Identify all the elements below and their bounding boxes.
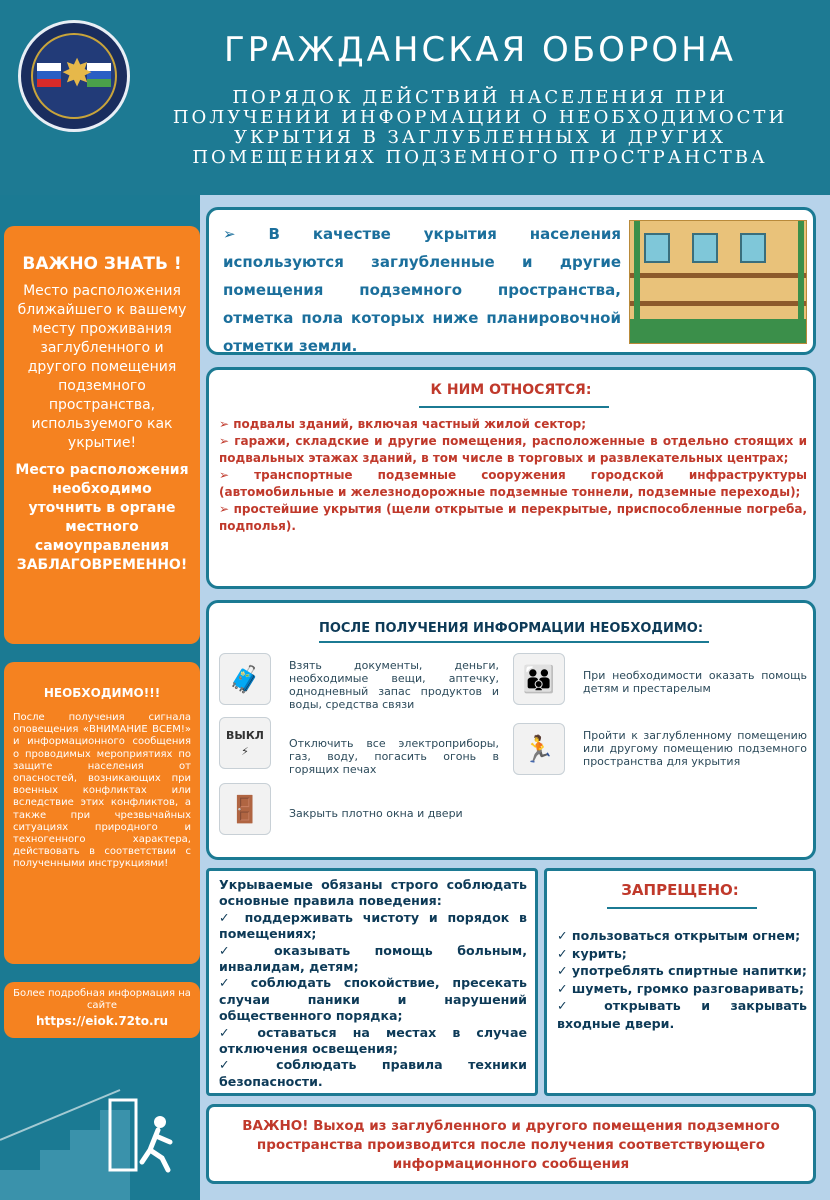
- list-item: ➢ гаражи, складские и другие помещения, расположенные в отдельно стоящих и подвальных этажах зданий, в том числе в торговых и развлекательных центрах;: [219, 434, 807, 465]
- shelter-illustration: [629, 220, 807, 344]
- rules-line: ✓ соблюдать спокойствие, пресекать случаи паники и нарушений общественного порядка;: [219, 975, 527, 1024]
- star-icon: ✸: [61, 51, 93, 95]
- action-text: Отключить все электроприборы, газ, воду, погасить огонь в горящих печах: [289, 737, 499, 776]
- necessary-heading: НЕОБХОДИМО!!!: [43, 686, 161, 700]
- rules-line: ✓ поддерживать чистоту и порядок в помещениях;: [219, 909, 527, 942]
- necessary-box: [4, 662, 200, 964]
- intro-card: [206, 207, 816, 355]
- important-exit-card: [206, 1104, 816, 1184]
- forbid-list: [557, 927, 807, 1032]
- list-item: ✓ открывать и закрывать входные двери.: [557, 998, 807, 1031]
- forbid-card: [544, 868, 816, 1096]
- rules-line: ✓ оказывать помощь больным, инвалидам, детям;: [219, 942, 527, 975]
- rules-line: Укрываемые обязаны строго соблюдать основные правила поведения:: [219, 877, 527, 909]
- subtitle-line: УКРЫТИЯ В ЗАГЛУБЛЕННЫХ И ДРУГИХ: [233, 127, 727, 148]
- list-item: ✓ шуметь, громко разговаривать;: [557, 980, 805, 996]
- page-subtitle: [150, 88, 810, 168]
- divider: [607, 907, 757, 909]
- action-text: Пройти к заглубленному помещению или другому помещению подземного пространства для укрытия: [583, 729, 807, 768]
- subtitle-line: ПОЛУЧЕНИИ ИНФОРМАЦИИ О НЕОБХОДИМОСТИ: [172, 107, 788, 128]
- go-to-shelter-icon: 🏃: [513, 723, 565, 775]
- important-box: [4, 226, 200, 644]
- divider: [319, 641, 709, 643]
- exit-stairs-icon: [0, 1070, 200, 1200]
- power-off-icon: [219, 717, 271, 769]
- forbid-title: ЗАПРЕЩЕНО:: [621, 881, 739, 899]
- important-exit-text: ВАЖНО! Выход из заглубленного и другого помещения подземного пространства производится после получения соответствующего информационного сообщения: [242, 1118, 780, 1172]
- relate-card: [206, 367, 816, 589]
- action-text: При необходимости оказать помощь детям и престарелым: [583, 669, 807, 695]
- list-item: ➢ транспортные подземные сооружения городской инфраструктуры (автомобильные и железнодорожные подземные тоннели, подземные переходы);: [219, 468, 807, 499]
- relate-list: [219, 416, 807, 535]
- help-elderly-icon: 👪: [513, 653, 565, 705]
- mchs-emblem-icon: [18, 20, 130, 132]
- important-text: Место расположения ближайшего к вашему месту проживания заглубленного и другого помещения подземного пространства, используемого как укрытие!: [17, 283, 187, 451]
- divider: [419, 406, 609, 408]
- action-text: Закрыть плотно окна и двери: [289, 807, 463, 820]
- after-card: [206, 600, 816, 860]
- info-text: Более подробная информация на сайте: [13, 988, 191, 1011]
- list-item: ➢ простейшие укрытия (щели открытые и перекрытые, приспособленные погреба, подполья).: [219, 502, 807, 533]
- rules-text: [219, 877, 527, 1090]
- intro-text: ➢ В качестве укрытия населения используются заглубленные и другие помещения подземного пространства, отметка пола которых ниже планировочной отметки земли.: [223, 225, 621, 355]
- page-title: ГРАЖДАНСКАЯ ОБОРОНА: [223, 30, 736, 70]
- important-bold-text: Место расположения необходимо уточнить в органе местного самоуправления ЗАБЛАГОВРЕМЕННО!: [15, 462, 189, 573]
- subtitle-line: ПОРЯДОК ДЕЙСТВИЙ НАСЕЛЕНИЯ ПРИ: [232, 87, 728, 108]
- info-box: [4, 982, 200, 1038]
- switch-label: ВЫКЛ: [226, 729, 264, 742]
- documents-icon: 🧳: [219, 653, 271, 705]
- header: [0, 0, 830, 195]
- list-item: ➢ подвалы зданий, включая частный жилой сектор;: [219, 417, 587, 431]
- subtitle-line: ПОМЕЩЕНИЯХ ПОДЗЕМНОГО ПРОСТРАНСТВА: [192, 147, 768, 168]
- list-item: ✓ курить;: [557, 945, 627, 961]
- window-door-icon: 🚪: [219, 783, 271, 835]
- necessary-text: После получения сигнала оповещения «ВНИМАНИЕ ВСЕМ!» и информационного сообщения о проводимых мероприятиях по защите населения от опасностей, возникающих при военных конфликтах или вследствие этих конфликтов, а также при чрезвычайных ситуациях природного и техногенного характера, действовать в соответствии с полученными инструкциями!: [13, 712, 191, 870]
- important-heading: ВАЖНО ЗНАТЬ !: [22, 254, 182, 274]
- plug-icon: ⚡: [241, 745, 249, 758]
- rules-line: ✓ оставаться на местах в случае отключения освещения;: [219, 1024, 527, 1057]
- site-link[interactable]: https://eiok.72to.ru: [35, 1014, 169, 1028]
- rules-line: ✓ соблюдать правила техники безопасности.: [219, 1057, 527, 1089]
- action-text: Взять документы, деньги, необходимые вещи, аптечку, однодневный запас продуктов и воды, средства связи: [289, 659, 499, 711]
- relate-title: К НИМ ОТНОСЯТСЯ:: [430, 382, 592, 398]
- rules-card: [206, 868, 538, 1096]
- list-item: ✓ употреблять спиртные напитки;: [557, 963, 807, 978]
- after-title: ПОСЛЕ ПОЛУЧЕНИЯ ИНФОРМАЦИИ НЕОБХОДИМО:: [318, 621, 704, 636]
- list-item: ✓ пользоваться открытым огнем;: [557, 928, 801, 943]
